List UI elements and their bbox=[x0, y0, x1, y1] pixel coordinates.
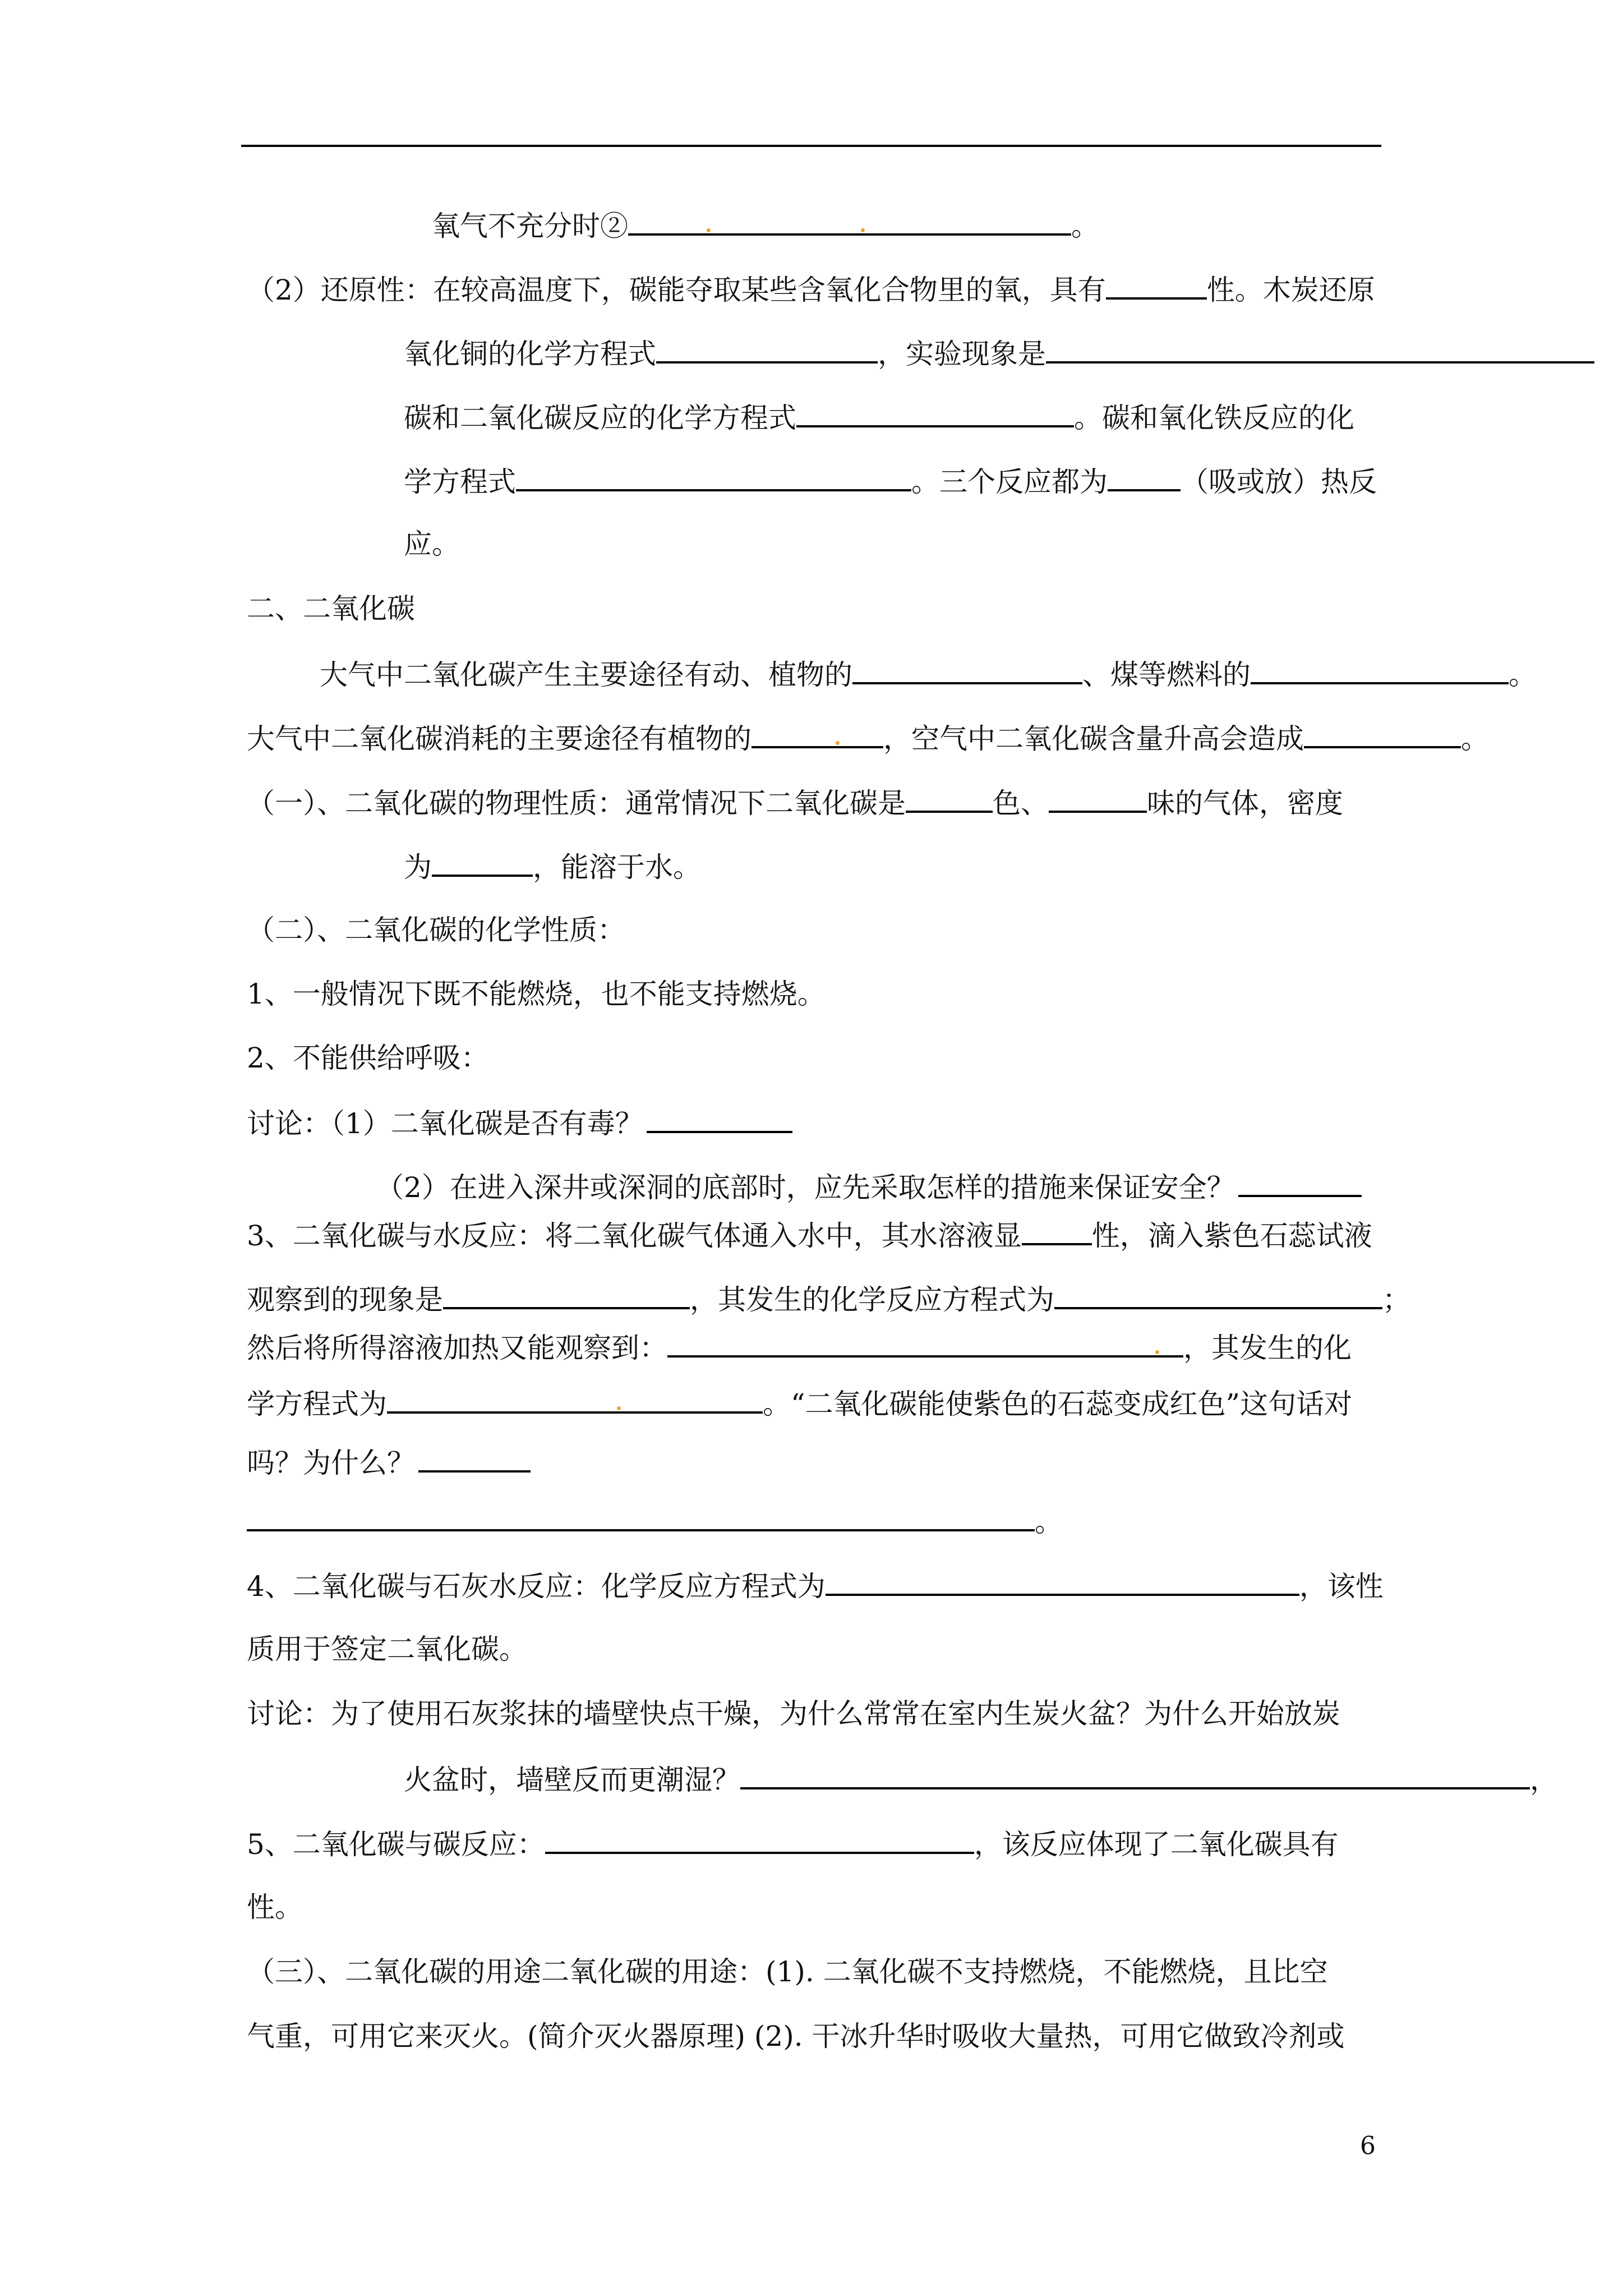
section-title-co2: 二、二氧化碳 bbox=[247, 592, 415, 625]
answer-blank[interactable] bbox=[1049, 785, 1147, 813]
answer-blank[interactable] bbox=[796, 399, 1074, 427]
answer-blank[interactable] bbox=[1106, 272, 1207, 300]
answer-blank[interactable] bbox=[1251, 656, 1509, 684]
answer-blank[interactable] bbox=[906, 785, 993, 813]
answer-blank[interactable] bbox=[1304, 720, 1461, 748]
discussion-1: 讨论：（1）二氧化碳是否有毒？ bbox=[247, 1105, 792, 1140]
answer-blank[interactable] bbox=[647, 1105, 792, 1133]
item-3: 3、二氧化碳与水反应：将二氧化碳气体通入水中，其水溶液显 性，滴入紫色石蕊试液 bbox=[247, 1217, 1372, 1253]
answer-blank[interactable] bbox=[751, 720, 883, 748]
line-heating: 然后将所得溶液加热又能观察到： ，其发生的化 bbox=[247, 1329, 1352, 1365]
answer-blank[interactable] bbox=[1046, 335, 1594, 364]
line-reaction-end: 应。 bbox=[404, 528, 460, 560]
answer-blank[interactable] bbox=[1022, 1217, 1092, 1245]
answer-blank[interactable] bbox=[656, 335, 878, 364]
item-1: 1、一般情况下既不能燃烧，也不能支持燃烧。 bbox=[247, 978, 826, 1010]
line-carbon-co2: 碳和二氧化碳反应的化学方程式 。碳和氧化铁反应的化 bbox=[404, 399, 1354, 435]
answer-blank[interactable] bbox=[516, 463, 911, 491]
line-observation: 观察到的现象是 ，其发生的化学反应方程式为 ； bbox=[247, 1281, 1410, 1317]
answer-blank[interactable] bbox=[852, 656, 1082, 684]
answer-blank[interactable] bbox=[387, 1386, 763, 1414]
line-iron-oxide: 学方程式 。三个反应都为 （吸或放）热反 bbox=[404, 463, 1377, 499]
answer-blank[interactable] bbox=[740, 1761, 1530, 1789]
line-density: 为 ，能溶于水。 bbox=[404, 849, 701, 884]
line-wall-wet: 火盆时，墙壁反而更潮湿？ ， bbox=[404, 1761, 1558, 1797]
line-why: 吗？为什么？ bbox=[247, 1444, 531, 1480]
line-property-end: 性。 bbox=[247, 1891, 303, 1924]
line-long-answer: 。 bbox=[247, 1503, 1063, 1539]
answer-blank[interactable] bbox=[545, 1826, 974, 1854]
discussion-2: （2）在进入深井或深洞的底部时，应先采取怎样的措施来保证安全？ bbox=[376, 1169, 1362, 1204]
line-oxygen-insufficient: 氧气不充分时② 。 bbox=[432, 208, 1099, 243]
discussion-plaster: 讨论：为了使用石灰浆抹的墙壁快点干燥，为什么常常在室内生炭火盆？为什么开始放炭 bbox=[247, 1697, 1340, 1730]
line-co2-consumption: 大气中二氧化碳消耗的主要途径有植物的 ，空气中二氧化碳含量升高会造成 。 bbox=[247, 720, 1489, 756]
line-physical-properties: （一）、二氧化碳的物理性质：通常情况下二氧化碳是 色、 味的气体，密度 bbox=[247, 785, 1343, 820]
answer-blank[interactable] bbox=[826, 1568, 1299, 1596]
page-number: 6 bbox=[1360, 2132, 1376, 2160]
line-copper-oxide: 氧化铜的化学方程式 ，实验现象是 bbox=[404, 335, 1594, 371]
answer-blank[interactable] bbox=[628, 208, 1071, 236]
line-equation: 学方程式为 。“二氧化碳能使紫色的石蕊变成红色”这句话对 bbox=[247, 1386, 1352, 1421]
subsection-uses: （三）、二氧化碳的用途二氧化碳的用途：(1). 二氧化碳不支持燃烧，不能燃烧，且比空 bbox=[247, 1955, 1328, 1988]
header-rule bbox=[241, 145, 1381, 147]
item-5: 5、二氧化碳与碳反应： ，该反应体现了二氧化碳具有 bbox=[247, 1826, 1339, 1861]
answer-blank[interactable] bbox=[418, 1444, 531, 1473]
answer-blank[interactable] bbox=[432, 849, 533, 877]
item-2: 2、不能供给呼吸： bbox=[247, 1042, 489, 1074]
answer-blank[interactable] bbox=[1054, 1281, 1382, 1309]
answer-blank[interactable] bbox=[1238, 1169, 1362, 1197]
answer-blank[interactable] bbox=[443, 1281, 690, 1309]
answer-blank[interactable] bbox=[1108, 463, 1181, 491]
line-reducibility: （2）还原性：在较高温度下，碳能夺取某些含氧化合物里的氧，具有 性。木炭还原 bbox=[247, 272, 1375, 307]
subsection-chemical-properties: （二）、二氧化碳的化学性质： bbox=[247, 914, 625, 946]
line-identify-co2: 质用于签定二氧化碳。 bbox=[247, 1633, 527, 1665]
item-4: 4、二氧化碳与石灰水反应：化学反应方程式为 ，该性 bbox=[247, 1568, 1384, 1603]
line-co2-sources: 大气中二氧化碳产生主要途径有动、植物的 、煤等燃料的 。 bbox=[320, 656, 1537, 692]
line-uses-continued: 气重，可用它来灭火。(简介灭火器原理) (2). 干冰升华时吸收大量热，可用它做致冷剂或 bbox=[247, 2020, 1345, 2053]
answer-blank[interactable] bbox=[247, 1503, 1035, 1531]
answer-blank[interactable] bbox=[667, 1329, 1183, 1358]
